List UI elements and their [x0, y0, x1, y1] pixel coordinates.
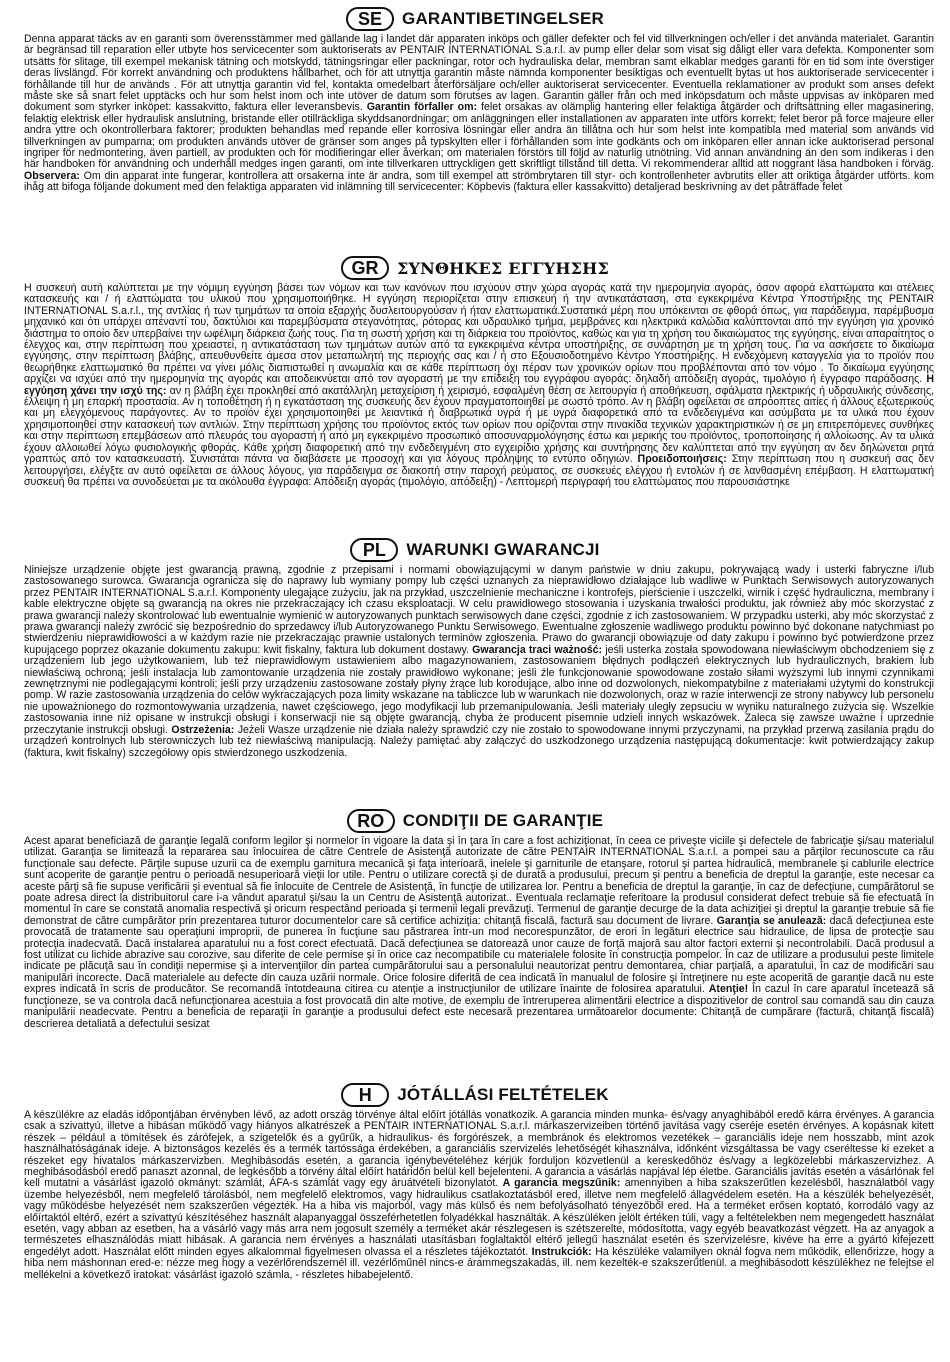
bold-label: Η εγγύηση χάνει την ισχύ της:: [24, 373, 934, 397]
section-ro: [0, 808, 950, 1030]
section-header: [0, 537, 950, 563]
section-header: [0, 6, 950, 32]
section-body: [24, 1110, 934, 1356]
section-title: WARUNKI GWARANCJI: [406, 540, 600, 559]
section-title: GARANTIBETINGELSER: [402, 9, 604, 28]
language-badge-pl: PL: [350, 538, 398, 562]
body-text: În cazul în care aparatul încetează să funcţioneze, se va controla dacă nefuncţionarea acestuia a fost provocată din alte motive, de exemplu de întreruperea alimentării electrice a dispozitivelor de control sau comandă sau din cauza manipulării neadecvate. Pentru a beneficia de reparaţii în garanţie a produsului defect este necesară prezentarea următoarelor documente: Chitanţă de cumpărare (factură, chitanţă fiscală) descrierea detaliată a defectului sesizat: [24, 983, 934, 1030]
section-gr: [0, 255, 950, 488]
bold-label: Garantin förfaller om:: [366, 101, 478, 114]
body-text: dacă defecţiunea este provocată de tratamente sau operaţiuni improprii, de punerea în fucţiune sau păstrarea într-un mod necorespunzător, de erori în legături electrice sau hidraulice, de lipsa de protecţie sau protecţia inadecvată. Dacă instalarea aparatului nu a fost corect efectuată. Dacă defecţiunea se datorează unor cauze de forţă majoră sau altor factori externi şi necontrolabili. Dacă produsul a fost utilizat cu lichide abrazive sau corozive, sau diferite de cele permise şi în orice caz necompatibile cu materialele folosite în construcţia pompelor. În caz de utilizare a produsului peste limitele indicate pe plăcuţă sau în condiţii nepermise şi a intervenţiilor din partea cumpărătorului sau a personalului neautorizat pentru demontarea, chiar parţială, a aparatului, în caz de modificări sau manipulări incorecte. Dacă materialele au defecte din cauza uzării normale. Orice folosire diferită de cea indicată în manualul de folosire şi întreţinere nu este acoperită de garanţie dacă nu este expres indicată în scris de producător. Se recomandă întotdeauna citirea cu atenţie a instrucţiunilor de utilizare înainte de folosirea aparatului.: [24, 914, 934, 996]
body-text: Om din apparat inte fungerar, kontrollera att orsakerna inte är andra, som till exempel att strömbrytaren till styr- och kontrollenheter avbrutits eller att oriktiga åtgärder utförts. kom ihåg att bifoga följande dokument med den felaktiga apparaten vid inlämning till servicecenter: Köpbevis (faktura eller kassakvitto) detaljerad beskrivning av det påträffade felet: [24, 169, 934, 194]
body-text: Ha készüléke valamilyen oknál fogva nem működik, ellenőrizze, hogy a hiba nem máshonnan ered-e: nézze meg hogy a vezérlőrendszernél ill. vezérlőműnél nincs-e árammegszakadás, ill. nem kezelték-e szakszerűtlenül. a meghibásodott készülékhez ne felejtse el mellékelni a következő iratokat: vásárlást igazoló számla, - részletes hibabejelentő.: [24, 1245, 934, 1281]
body-text: αν η βλάβη έχει προκληθεί από ακατάλληλη μεταχείριση ή χειρισμό, εσφαλμένη θέση σε λειτουργία ή αποθήκευση, σφάλματα ηλεκτρικής ή υδραυλικής σύνδεσης, έλλειψη ή μη επαρκή προστασία. Αν η τοποθέτηση ή η εγκατάσταση της συσκευής δεν έχουν πραγματοποιηθεί με σωστό τρόπο. Αν η βλάβη οφείλεται σε απρόοπτες αιτίες ή άλλους εξωτερικούς και μη ελεγχόμενους παράγοντες. Αν το προϊόν έχει χρησιμοποιηθεί με λειαντικά ή διαβρωτικά υγρά ή με υγρά διαφορετικά από τα ενδεδειγμένα και ασύμβατα με τα υλικά που έχουν χρησιμοποιηθεί στην κατασκευή των αντλιών. Στην περίπτωση χρήσης του προϊόντος εκτός των ορίων που ορίζονται στην πινακίδα τεχνικών χαρακτηριστικών ή σε μη επιτρεπόμενες συνθήκες και στην περίπτωση επεμβάσεων από πλευράς του αγοραστή ή από μη εγκεκριμένο προσωπικό αποσυναρμολόγησης έστω και μερικής του προϊόντος, τροποποίησης ή αλλοίωσης. Αν τα υλικά έχουν αλλοιωθεί λόγω φυσιολογικής φθοράς. Κάθε χρήση διαφορετική από την ενδεδειγμένη στο εγχειρίδιο χρήσης και συντήρησης δεν καλύπτεται από την εγγύηση αν δεν δηλώνεται ρητά γραπτώς από τον κατασκευαστή. Συνιστάται πάντα να διαβάσετε με προσοχή και για λόγους πρόληψης το εντύπο οδηγιών.: [24, 384, 934, 466]
bold-label: Προειδοποιήσεις:: [637, 453, 727, 466]
bold-label: Ostrzeżenia:: [171, 723, 235, 736]
body-text: jeśli usterka została spowodowana niewłaściwym obchodzeniem się z urządzeniem lub jego użytkowaniem, lub też nieprawidłowym ustawieniem albo magazynowaniem, zastosowaniem błędnych podłączeń elektrycznych lub hydraulicznych, brakiem lub niewłaściwą ochroną; jeśli instalacja lub zamontowanie urządzenia nie zostały prawidłowo wykonane; jeśli źle funkcjonowanie spowodowane zostało siłami wyższymi lub innymi czynnikami zewnętrznymi nie podlegającymi kontroli; jeśli przy urządzeniu zastosowane zostały płyny żrące lub korodujące, albo inne od dozwolonych, niekompatybilne z materiałami użytymi do konstrukcji pomp. W razie zastosowania urządzenia do celów wykraczających poza limity wskazane na tabliczce lub w warunkach nie dozwolonych, oraz w razie interwencji ze strony nabywcy lub personelu nie upoważnionego do rozmontowywania urządzenia, nawet częściowego, jego modyfikacji lub przemanipulowania. Jeśli materiały uległy zepsuciu w wyniku naturalnego zużycia się. Wszelkie zastosowania inne niż opisane w instrukcji obsługi i konserwacji nie są objęte gwarancją, chyba że producent pisemnie udzieli innych wskazówek. Zaleca się zawsze uważne i uprzednie przeczytanie instrukcji obsługi.: [24, 643, 934, 736]
section-header: [0, 255, 950, 281]
section-body: [24, 34, 934, 254]
section-body: [24, 283, 934, 529]
section-header: [0, 1082, 950, 1108]
body-text: A készülékre az eladás időpontjában érvényben lévő, az adott ország törvénye által előírt jótállás vonatkozik. A garancia minden munka- és/vagy anyaghibából eredő kárra érvényes. A garancia csak a szivattyú, illetve a hibásan működő vagy hiányos alkatrészek a PENTAIR INTERNATIONAL S.a.r.l. márkaszervizeiben történő javítása vagy cseréje esetén érvényes. A kopásnak kitett részek – például a tömítések és zárófejek, a szigetelők és a gyűrűk, a hidraulikus- és forgórészek, a membránok és elektromos vezetékek – garanciális ideje nem hosszabb, mint azok használhatóságának ideje. A biztonságos kezelés és a termék tartóssága érdekében, a garanciális szervizelés lehetőségét kihasználva, időnként vizsgáltassa be vagy cseréltesse ki ezeket a részeket egy hivatalos márkaszervizben. Meghibásodás esetén, a garancia igénybevételéhez kérjük forduljon közvetlenül a kereskedőhöz és/vagy a legközelebbi márkaszervizhez. A meghibásodásból eredő panaszt azonnal, de legkésőbb a törvény által előírt határidőn belül kell bejelenteni. A garancia a vásárlás napjával lép életbe. Garanciális javítás esetén a vásárlónak fel kell mutatni a vásárlást igazoló okmányt: számlát, ÁFA-s számlát vagy egy áruátvételi bizonylatot.: [24, 1110, 934, 1190]
body-text: Niniejsze urządzenie objęte jest gwarancją prawną, zgodnie z przepisami i normami obowiązującymi w danym państwie w dniu zakupu, pokrywającą wady i usterki fabryczne i/lub zastosowanego surowca. Gwarancja ogranicza się do naprawy lub wymiany pompy lub części uznanych za nieprawidłowo działające lub wadliwe w Punktach Serwisowych autoryzowanych przez PENTAIR INTERNATIONAL S.a.r.l. Komponenty ulegające zużyciu, jak na przykład, uszczelnienie mechaniczne i kontrofejs, pierścienie i uszczelki, wirnik i część hydrauliczna, membrany i kable elektryczne objęte są gwarancją na okres nie przekraczający ich czasu eksploatacji. W celu prawidłowego stosowania i uzyskania trwałości produktu, jak również aby móc skorzystać z prawa gwarancji należy skontrolować lub ewentualnie wymienić w autoryzowanych punktach serwisowych dane części, zgodnie z ich zastosowaniem. W przypadku usterki, aby móc skorzystać z prawa gwarancji należy zwrócić się bezpośrednio do sprzedawcy i/lub Autoryzowanego Punktu Serwisowego. Ewentualne zgłoszenie wadliwego produktu powinno być dokonane natychmiast po stwierdzeniu nieprawidłowości a w każdym razie nie przekraczając prawnie ustalonych terminów zgłoszenia. Prawo do gwarancji obowiązuje od daty zakupu i powinno być potwierdzone przez kupującego poprzez okazanie dokumentu zakupu: kwit fiskalny, faktura lub dokument dostawy.: [24, 565, 934, 656]
language-badge-h: H: [341, 1083, 389, 1107]
section-body: [24, 565, 934, 805]
section-title: CONDIŢII DE GARANŢIE: [402, 811, 604, 830]
section-pl: [0, 537, 950, 759]
body-text: Jeżeli Wasze urządzenie nie działa należy sprawdzić czy nie zostało to spowodowane innymi przyczynami, na przykład przerwą zasilania prądu do urządzeń kontrolnych lub sterowniczych lub też niewłaściwą manipulacją. Należy pamiętać aby załączyć do uszkodzonego urządzenia następującą dokumentacje: kwit potwierdzający zakup (faktura, kwit fiskalny) szczegółowy opis stwierdzonego uszkodzenia.: [24, 723, 934, 759]
section-se: [0, 6, 950, 194]
section-header: [0, 808, 950, 834]
body-text: Η συσκευή αυτή καλύπτεται με την νόμιμη εγγύηση βάσει των νόμων και των κανόνων που ισχύουν στην χώρα αγοράς κατά την ημερομηνία αγοράς, όσον αφορά ελαττώματα και ατέλειες κατασκευής και / ή ελαττώματα του υλικού που χρησιμοποιήθηκε. Η εγγύηση περιορίζεται στην επισκευή ή την αντικατάσταση, στα εγκεκριμένα Κέντρα Υποστήριξης της PENTAIR INTERNATIONAL S.a.r.l., της αντλίας ή των τμημάτων τα οποία εξαρχής δυσλειτουργούσαν ή ήταν ελαττωματικά.Συστατικά μέρη που υπόκεινται σε φθορά όπως, για παράδειγμα, παρέμβυσμα μηχανικό και ότι υπάρχει απέναντί του, δακτύλιοι και παρεμβύσματα στεγανότητας, ρότορας και υδραυλικό τμήμα, μεμβράνες και ηλεκτρικά καλώδια καλύπτονται από την εγγύηση για χρονικό διάστημα το οποίο δεν υπερβαίνει την ωφέλιμη διάρκεια ζωής τους. Για τη σωστή χρήση και τη διάρκεια του προϊόντος, καθώς και για τη χρήση του δικαιώματος της εγγύησης, είναι απαραίτητος ο έλεγχος και, στην περίπτωση που χρειαστεί, η αντικατάσταση των τμημάτων αυτών από τα εγκεκριμένα κέντρα υποστήριξης, σε συνάρτηση με τη χρήση τους. Για να ασκήσετε το δικαίωμα εγγύησης, στην περίπτωση βλάβης, απευθυνθείτε άμεσα στον μεταπωλητή της περιοχής σας και / ή στο Εξουσιοδοτημένο Κέντρο Υποστήριξης. Η ενδεχόμενη καταγγελία για το προϊόν που θεωρήθηκε ελαττωματικό θα πρέπει να γίνει μόλις διαπιστωθεί η ανωμαλία και σε κάθε περίπτωση όχι πέραν των χρονικών ορίων που προβλέπονται από τον νόμο . Το δικαίωμα εγγύησης αρχίζει να ισχύει από την ημερομηνία της αγοράς και αποδεικνύεται από τον αγοραστή με την επίδειξη του εγγράφου αγοράς: δηλαδή απόδειξη αγοράς, τιμολόγιο ή έγγραφο παράδοσης.: [24, 283, 934, 386]
language-badge-ro: RO: [347, 809, 395, 833]
bold-label: A garancia megszűnik:: [502, 1177, 621, 1190]
bold-label: Instrukciók:: [531, 1245, 592, 1258]
bold-label: Garanţia se anulează:: [716, 914, 827, 927]
section-h: [0, 1082, 950, 1281]
section-title: JÓTÁLLÁSI FELTÉTELEK: [397, 1085, 609, 1104]
bold-label: Gwarancja traci ważność:: [472, 643, 603, 656]
body-text: felet orsakas av olämplig hantering eller felaktiga åtgärder och driftsättning eller magasinering, felaktig elektrisk eller hydraulisk anslutning, bristande eller otillräckliga skyddsanordningar; om anläggningen eller installationen av apparaten inte utförs korrekt; felet beror på force majeure eller andra yttre och okontrollerbara faktorer; produkten behandlas med repande eller korrosiva lösningar eller andra än tillåtna och hur som helst inte kompatibla med material som används vid tillverkningen av pumparna; om produkten används utöver de gränser som anges på typskylten eller i förhållanden som inte godkänts och om inköparen eller annan icke auktoriserad personal ingriper för nedmontering, även partiell, av produkten och för modifieringar eller åverkan; om materialen förstörs till följd av naturlig utnötning. Vid annan användning än den som indikeras i den här handboken för användning och underhåll medges ingen garanti, om inte tillverkaren uttryckligen gett skriftligt tillstånd till detta. Vi rekommenderar alltid att noggrant läsa handboken i förväg.: [24, 101, 934, 171]
body-text: amennyiben a hiba szakszerűtlen kezelésből, használatból vagy üzembe helyezésből, nem megfelelő tárolásból, nem megfelelő elektromos, vagy hidraulikus csatlakoztatásból ered, illetve nem megfelelő állagvédelem esetén. Ha a készülék behelyezését, vagy működésbe helyezését nem szakszerűen végezték. Ha a hiba vis majorból, vagy más külső és nem befolyásolható tényezőből ered. Ha a terméket erősen koptató, korrodáló vagy az előírtaktól eltérő, ezért a szivattyú készítéséhez használt alapanyaggal összeférhetetlen folyadékkal használták. A készüléken jelölt értéken túli, vagy a feltételekben nem megengedett használat esetén, vagy abban az esetben, ha a vásárló vagy más arra nem jogosult személy a terméket akár részlegesen is szétszerelte, módosította, vagy egyéb beavatkozást végzett. Ha az anyagok a természetes elhasználódás miatt hibásak. A garancia nem érvényes a használati utasításban foglaltaktól eltérő jellegű használat esetén és szervizelésre, kivéve ha erre a gyártó kifejezett engedélyt adott. Használat előtt minden egyes alkalommal figyelmesen olvassa el a részletes tájékoztatót.: [24, 1177, 934, 1258]
bold-label: Observera:: [24, 169, 80, 182]
body-text: Denna apparat täcks av en garanti som överensstämmer med gällande lag i landet där apparaten inköps och gäller defekter och fel vid tillverkningen och/eller i det använda materialet. Garantin är begränsad till reparation eller utbyte hos servicecenter som auktoriserats av PENTAIR INTERNATIONAL S.a.r.l. av pump eller delar som visat sig dåligt eller vara defekta. Komponenter som utsätts för slitage, till exempel mekanisk tätning och motskydd, tätningsringar eller packningar, rotor och hydrauliska delar, membran samt elkablar medges garanti för en tid som inte överstiger deras livslängd. För korrekt användning och produktens hållbarhet, och för att utnyttja garantin måste nämnda komponenter besiktigas och eventuellt bytas ut hos auktoriserade servicecenter i förhållande till hur de används . För att utnyttja garantin vid fel, kontakta omedelbart återförsäljare och/eller auktoriserat servicecenter. Eventuella reklamationer av produkt som anses defekt måste ske så snart felet upptäcks och hur som helst inom och inte utöver de datum som förutses av lagen. Garantin gäller från och med inköpsdatum och måste uppvisas av inköparen med dokument som styrker inköpet: kassakvitto, faktura eller leveransbevis.: [24, 34, 934, 114]
body-text: Στην περίπτωση που η συσκευή σας δεν λειτουργήσει, ελέγξτε αν αυτό οφείλεται σε άλλους λόγους, για παράδειγμα σε διακοπή στην παροχή ρεύματος, σε συσκευές ελέγχου ή εντολών ή σε λανθασμένη επέμβαση. Η ελαττωματική συσκευή θα πρέπει να συνοδεύεται με τα ακόλουθα έγγραφα: Απόδειξη αγοράς (τιμολόγιο, απόδειξη) - Λεπτομερή περιγραφή του ελαττώματος που παρουσιάστηκε: [24, 453, 934, 488]
section-title: ΣΥΝΘΗΚΕΣ ΕΓΓΥΗΣΗΣ: [397, 258, 609, 278]
bold-label: Atenţie!: [708, 983, 749, 996]
language-badge-se: SE: [346, 7, 394, 31]
language-badge-gr: GR: [341, 256, 389, 280]
section-body: [24, 836, 934, 1094]
body-text: Acest aparat beneficiază de garanţie legală conform legilor şi normelor în vigoare la data şi în ţara în care a fost achiziţionat, în ceea ce priveşte viciile şi defectele de fabricaţie şi/sau materialul utilizat. Garanţia se limitează la repararea sau înlocuirea de către Centrele de Asistenţă autorizate de către PENTAIR INTERNATIONAL S.a.r.l. a pompei sau a părţilor recunoscute ca rău funcţionale sau defecte. Părţile supuse uzurii ca de exemplu garnitura mecanică şi faţa interioară, inelele şi garniturile de etanşare, rotorul şi partea hidraulică, membranele şi cablurile electrice sunt acoperite de garanţie pentru o perioadă nesuperioară vieţii lor utile. Pentru o utilizare corectă şi de durată a produsului, precum şi pentru a beneficia de dreptul la garanţie, este necesar ca aceste părţi să fie supuse verificării şi eventual să fie înlocuite de Centrele de Asistenţă, în funcţie de utilizarea lor. Pentru a beneficia de dreptul la garanţie, în caz de defecţiune, cumpărătorul se poate adresa direct la distribuitorul care i-a vândut aparatul şi/sau la un Centru de Asistenţă autorizat.. Eventuala reclamaţie referitoare la produsul considerat defect trebuie să fie efectuată în momentul în care se constată anomalia respectivă şi oricum respectând perioada şi termenii legali prevăzuţi. Termenul de garanţie decurge de la data achiziţiei şi dreptul la garanţie trebuie să fie demonstrat de către cumpărător prin prezentarea tuturor documentelor care să certifice achiziţia: chitanţă fiscală, factură sau document de livrare.: [24, 836, 934, 927]
